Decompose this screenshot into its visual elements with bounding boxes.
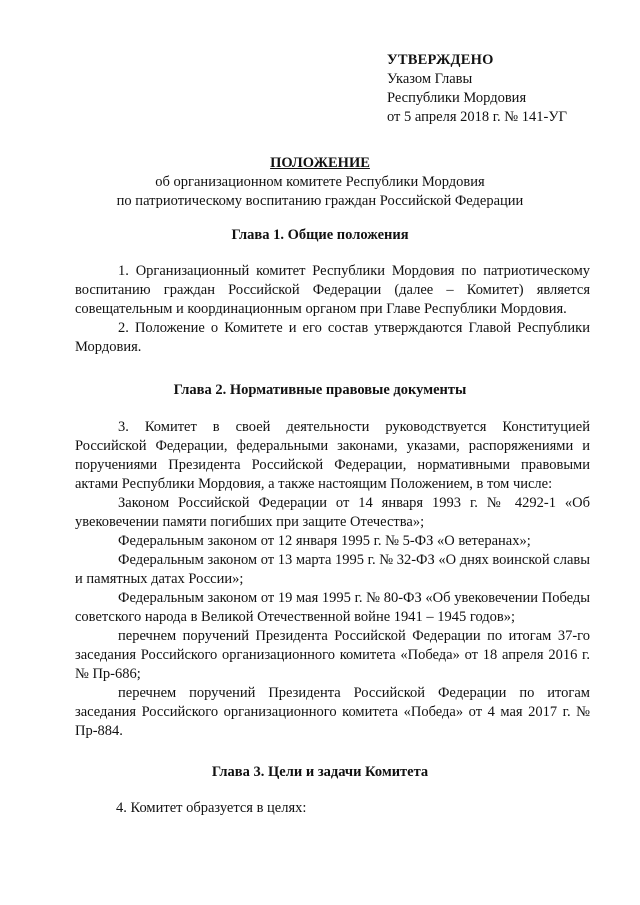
approval-date-line: от 5 апреля 2018 г. № 141-УГ [387,109,567,125]
list-item: перечнем поручений Президента Российской Федерации по итогам заседания Российского организационного комитета «Победа» от 4 мая 2017 г. № Пр-884. [75,685,590,739]
paragraph-3: 3. Комитет в своей деятельности руководствуется Конституцией Российской Федерации, федеральными законами, указами, распоряжениями и поручениями Президента Российской Федерации, нормативными правовыми актами Республики Мордовия, а также настоящим Положением, в том числе: [75,419,590,492]
title-line: об организационном комитете Республики Мордовия [155,174,485,190]
paragraph-1: 1. Организационный комитет Республики Мордовия по патриотическому воспитанию граждан Российской Федерации (далее – Комитет) является совещательным и координационным органом при Главе Республики Мордовия. [75,263,590,317]
list-item: перечнем поручений Президента Российской Федерации по итогам 37-го заседания Российского организационного комитета «Победа» от 18 апреля 2016 г. № Пр-686; [75,628,590,682]
document-type: ПОЛОЖЕНИЕ [270,155,370,171]
list-item: Федеральным законом от 19 мая 1995 г. № 80-ФЗ «Об увековечении Победы советского народа в Великой Отечественной войне 1941 – 1945 годов»; [75,590,590,625]
approval-line: Указом Главы [387,71,473,87]
paragraph-2: 2. Положение о Комитете и его состав утверждаются Главой Республики Мордовия. [75,320,590,355]
chapter-3-heading: Глава 3. Цели и задачи Комитета [211,764,429,780]
approval-line: Республики Мордовия [387,90,527,106]
title-line: по патриотическому воспитанию граждан Российской Федерации [116,193,524,209]
approval-heading: УТВЕРЖДЕНО [387,52,494,68]
paragraph-4: 4. Комитет образуется в целях: [116,800,307,816]
approval-stamp [387,51,567,127]
list-item: Законом Российской Федерации от 14 января 1993 г. № 4292-1 «Об увековечении памяти погибших при защите Отечества»; [75,495,590,530]
chapter-2-body [75,418,590,741]
chapter-1-heading: Глава 1. Общие положения [231,227,409,243]
chapter-2-heading: Глава 2. Нормативные правовые документы [173,382,467,398]
document-title [0,154,640,211]
chapter-1-body [75,262,590,357]
chapter-3-body [75,799,590,818]
list-item: Федеральным законом от 13 марта 1995 г. № 32-ФЗ «О днях воинской славы и памятных датах России»; [75,552,590,587]
list-item: Федеральным законом от 12 января 1995 г. № 5-ФЗ «О ветеранах»; [118,533,531,549]
